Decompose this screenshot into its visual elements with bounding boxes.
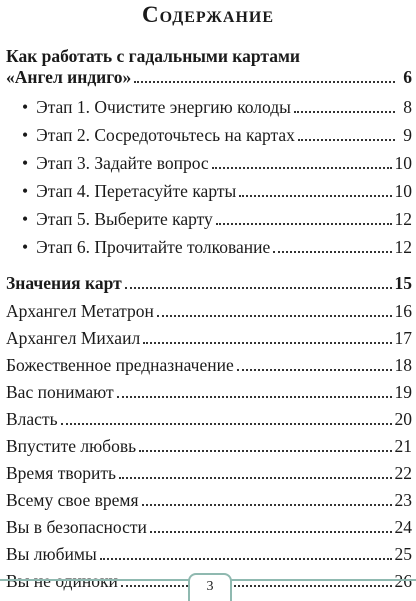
dot-leader <box>239 193 391 197</box>
page-ref: 16 <box>394 301 412 321</box>
page-ref: 19 <box>394 382 412 402</box>
page-ref: 6 <box>403 67 412 87</box>
entry-text: Вы не одиноки <box>6 571 118 591</box>
toc-row[interactable] <box>22 208 412 230</box>
bullet: • <box>22 209 29 229</box>
page-ref: 24 <box>394 517 412 537</box>
page-ref: 18 <box>394 355 412 375</box>
toc-row[interactable] <box>6 354 412 376</box>
bullet: • <box>22 125 29 145</box>
dot-leader <box>273 249 391 253</box>
bullet: • <box>22 153 29 173</box>
page-ref: 8 <box>403 97 412 117</box>
entry-text: Божественное предназначение <box>6 355 234 375</box>
toc-row[interactable] <box>6 408 412 430</box>
toc-row[interactable] <box>6 435 412 457</box>
entry-text: Время творить <box>6 463 116 483</box>
section-title-line1: Как работать с гадальными картами <box>6 46 300 66</box>
page-ref: 22 <box>394 463 412 483</box>
page-title: Содержание <box>141 2 275 27</box>
entry-text: Этап 6. Прочитайте толкование <box>36 237 271 257</box>
toc-row[interactable] <box>6 462 412 484</box>
entry-text: Архангел Метатрон <box>6 301 154 321</box>
entry-text: Всему свое время <box>6 490 139 510</box>
dot-leader <box>150 529 392 533</box>
dot-leader <box>237 367 392 371</box>
entry-text: Этап 5. Выберите карту <box>36 209 213 229</box>
toc-row-section1[interactable] <box>6 66 412 88</box>
dot-leader <box>143 340 391 344</box>
toc-row[interactable] <box>6 381 412 403</box>
toc-row[interactable] <box>22 236 412 258</box>
dot-leader <box>61 421 392 425</box>
dot-leader <box>142 502 392 506</box>
dot-leader <box>100 556 392 560</box>
toc-row[interactable] <box>6 543 412 565</box>
entry-text: Этап 3. Задайте вопрос <box>36 153 209 173</box>
entry-text: Вы в безопасности <box>6 517 147 537</box>
toc-row[interactable] <box>6 489 412 511</box>
bullet: • <box>22 97 29 117</box>
dot-leader <box>216 221 392 225</box>
toc-row[interactable] <box>22 124 412 146</box>
dot-leader <box>125 285 392 289</box>
dot-leader <box>121 583 392 587</box>
dot-leader <box>134 79 395 83</box>
section-title: Значения карт <box>6 273 122 293</box>
dot-leader <box>157 313 392 317</box>
dot-leader <box>139 448 391 452</box>
page-ref: 10 <box>394 181 412 201</box>
page-ref: 26 <box>394 571 412 591</box>
entry-text: Впустите любовь <box>6 436 137 456</box>
toc-row-section2[interactable] <box>6 272 412 294</box>
page-ref: 17 <box>394 328 412 348</box>
page-ref: 20 <box>394 409 412 429</box>
section-title-line2: «Ангел индиго» <box>6 67 132 87</box>
toc-row[interactable] <box>22 180 412 202</box>
page-ref: 15 <box>394 273 412 293</box>
page-ref: 12 <box>394 209 412 229</box>
entry-text: Вас понимают <box>6 382 114 402</box>
toc-row[interactable] <box>6 516 412 538</box>
entry-text: Власть <box>6 409 58 429</box>
page-number: 3 <box>188 573 232 601</box>
toc-row[interactable] <box>22 96 412 118</box>
entry-text: Этап 4. Перетасуйте карты <box>36 181 237 201</box>
bullet: • <box>22 181 29 201</box>
page-ref: 10 <box>394 153 412 173</box>
entry-text: Архангел Михаил <box>6 328 141 348</box>
entry-text: Этап 2. Сосредоточьтесь на картах <box>36 125 295 145</box>
page-ref: 12 <box>394 237 412 257</box>
toc-row[interactable] <box>6 327 412 349</box>
dot-leader <box>212 165 392 169</box>
page-ref: 23 <box>394 490 412 510</box>
toc-row[interactable] <box>6 300 412 322</box>
dot-leader <box>119 475 392 479</box>
dot-leader <box>298 137 395 141</box>
page-ref: 21 <box>394 436 412 456</box>
entry-text: Вы любимы <box>6 544 97 564</box>
dot-leader <box>117 394 392 398</box>
page-ref: 9 <box>403 125 412 145</box>
bullet: • <box>22 237 29 257</box>
page-ref: 25 <box>394 544 412 564</box>
entry-text: Этап 1. Очистите энергию колоды <box>36 97 291 117</box>
toc-row[interactable] <box>22 152 412 174</box>
dot-leader <box>294 109 395 113</box>
